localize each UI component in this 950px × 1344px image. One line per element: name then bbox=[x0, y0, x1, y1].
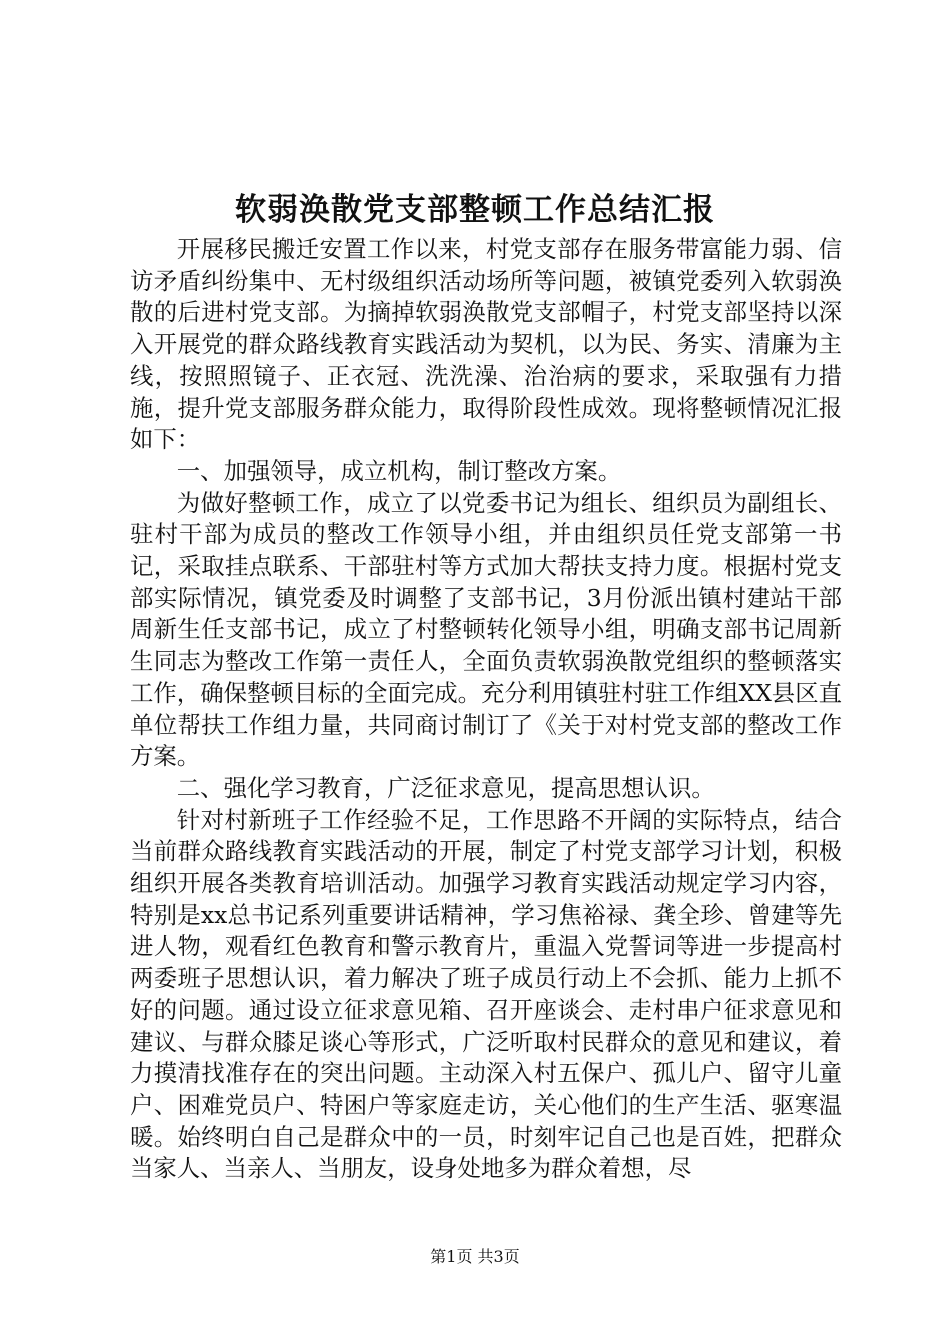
paragraph-section-2: 针对村新班子工作经验不足，工作思路不开阔的实际特点，结合当前群众路线教育实践活动的开展，制定了村党支部学习计划，积极组织开展各类教育培训活动。加强学习教育实践活动规定学习内容，特别是xx总书记系列重要讲话精神，学习焦裕禄、龚全珍、曾建等先进人物，观看红色教育和警示教育片，重温入党誓词等进一步提高村两委班子思想认识，着力解决了班子成员行动上不会抓、能力上抓不好的问题。通过设立征求意见箱、召开座谈会、走村串户征求意见和建议、与群众膝足谈心等形式，广泛听取村民群众的意见和建议，着力摸清找准存在的突出问题。主动深入村五保户、孤儿户、留守儿童户、困难党员户、特困户等家庭走访，关心他们的生产生活、驱寒温暖。始终明白自己是群众中的一员，时刻牢记自己也是百姓，把群众当家人、当亲人、当朋友，设身处地多为群众着想，尽 bbox=[130, 805, 842, 1183]
section-heading-1: 一、加强领导，成立机构，制订整改方案。 bbox=[176, 456, 622, 485]
document-title: 软弱涣散党支部整顿工作总结汇报 bbox=[235, 192, 715, 228]
section-heading-2: 二、强化学习教育，广泛征求意见，提高思想认识。 bbox=[176, 773, 715, 802]
paragraph-section-1: 为做好整顿工作，成立了以党委书记为组长、组织员为副组长、驻村干部为成员的整改工作领导小组，并由组织员任党支部第一书记，采取挂点联系、干部驻村等方式加大帮扶支持力度。根据村党支部实际情况，镇党委及时调整了支部书记，3月份派出镇村建站干部周新生任支部书记，成立了村整顿转化领导小组，明确支部书记周新生同志为整改工作第一责任人，全面负责软弱涣散党组织的整顿落实工作，确保整顿目标的全面完成。充分利用镇驻村驻工作组XX县区直单位帮扶工作组力量，共同商讨制订了《关于对村党支部的整改工作方案。 bbox=[130, 488, 842, 771]
document-body bbox=[130, 234, 842, 1185]
paragraph-intro: 开展移民搬迁安置工作以来，村党支部存在服务带富能力弱、信访矛盾纠纷集中、无村级组织活动场所等问题，被镇党委列入软弱涣散的后进村党支部。为摘掉软弱涣散党支部帽子，村党支部坚持以深入开展党的群众路线教育实践活动为契机，以为民、务实、清廉为主线，按照照镜子、正衣冠、洗洗澡、治治病的要求，采取强有力措施，提升党支部服务群众能力，取得阶段性成效。现将整顿情况汇报如下： bbox=[130, 235, 842, 454]
page-number-footer: 第1页 共3页 bbox=[430, 1247, 520, 1266]
